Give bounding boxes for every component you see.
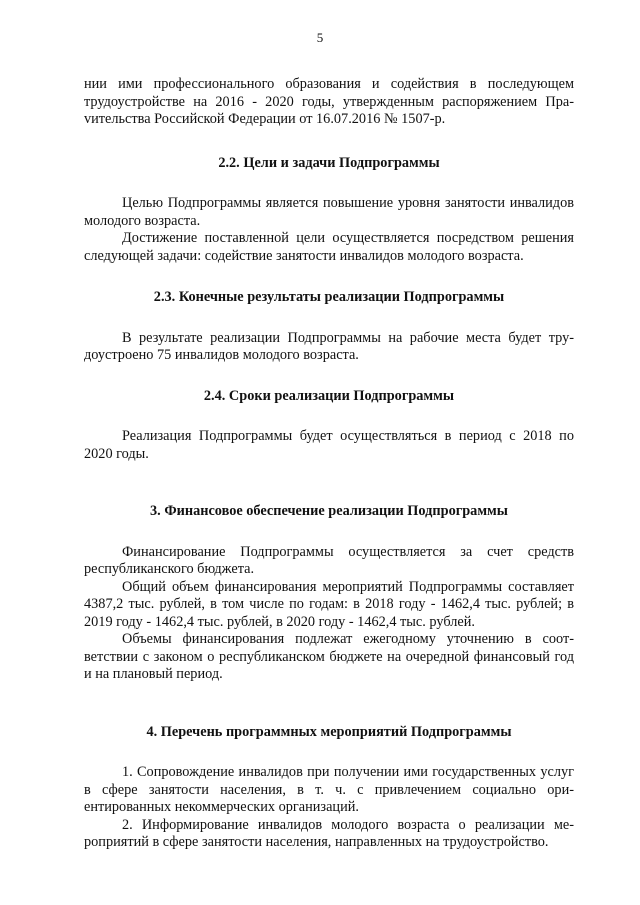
funding-source-paragraph: Финансирование Подпрограммы осуществляется за счет средств республиканского бюджета.	[84, 543, 574, 577]
funding-volume-paragraph: Общий объем финансирования мероприятий Подпрограммы составляет 4387,2 тыс. рублей, в том числе по годам: в 2018 году - 1462,4 тыс. рублей; в 2019 году - 1462,4 тыс. рублей, в 2020 году - 1462,4 тыс. рублей.	[84, 578, 574, 630]
section-heading-2-4: 2.4. Сроки реализации Подпрограммы	[203, 387, 455, 404]
section-heading-3: 3. Финансовое обеспечение реализации Подпрограммы	[150, 503, 508, 519]
page-number: 5	[316, 30, 324, 45]
results-paragraph: В результате реализации Подпрограммы на рабочие места будет трудоустроено 75 инвалидов молодого возраста.	[84, 329, 574, 363]
section-heading-2-3: 2.3. Конечные результаты реализации Подпрограммы	[153, 289, 505, 305]
section-heading-4: 4. Перечень программных мероприятий Подпрограммы	[146, 723, 512, 740]
activity-item-2: 2. Информирование инвалидов молодого возраста о реализации мероприятий в сфере занятости населения, направленных на трудоустройство.	[84, 816, 574, 850]
intro-paragraph: нии ими профессионального образования и содействия в последующем трудоустройстве на 2016 - 2020 годы, утвержденным распоряжением Праvительства Российской Федерации от 16.07.2016 № 1507-р.	[84, 76, 574, 127]
section-heading-2-2: 2.2. Цели и задачи Подпрограммы	[218, 154, 440, 171]
activity-item-1: 1. Сопровождение инвалидов при получении ими государственных услуг в сфере занятости населения, в т. ч. с привлечением социально ориентированных некоммерческих организаций.	[84, 764, 574, 815]
goal-paragraph: Целью Подпрограммы является повышение уровня занятости инвалидов молодого возраста.	[84, 195, 574, 229]
timeline-paragraph: Реализация Подпрограммы будет осуществляться в период с 2018 по 2020 годы.	[84, 428, 574, 462]
document-body	[84, 76, 574, 852]
task-paragraph: Достижение поставленной цели осуществляется посредством решения следующей задачи: содействие занятости инвалидов молодого возраста.	[84, 230, 574, 264]
funding-adjustment-paragraph: Объемы финансирования подлежат ежегодному уточнению в соответствии с законом о республиканском бюджете на очередной финансовый год и на плановый период.	[84, 631, 574, 682]
